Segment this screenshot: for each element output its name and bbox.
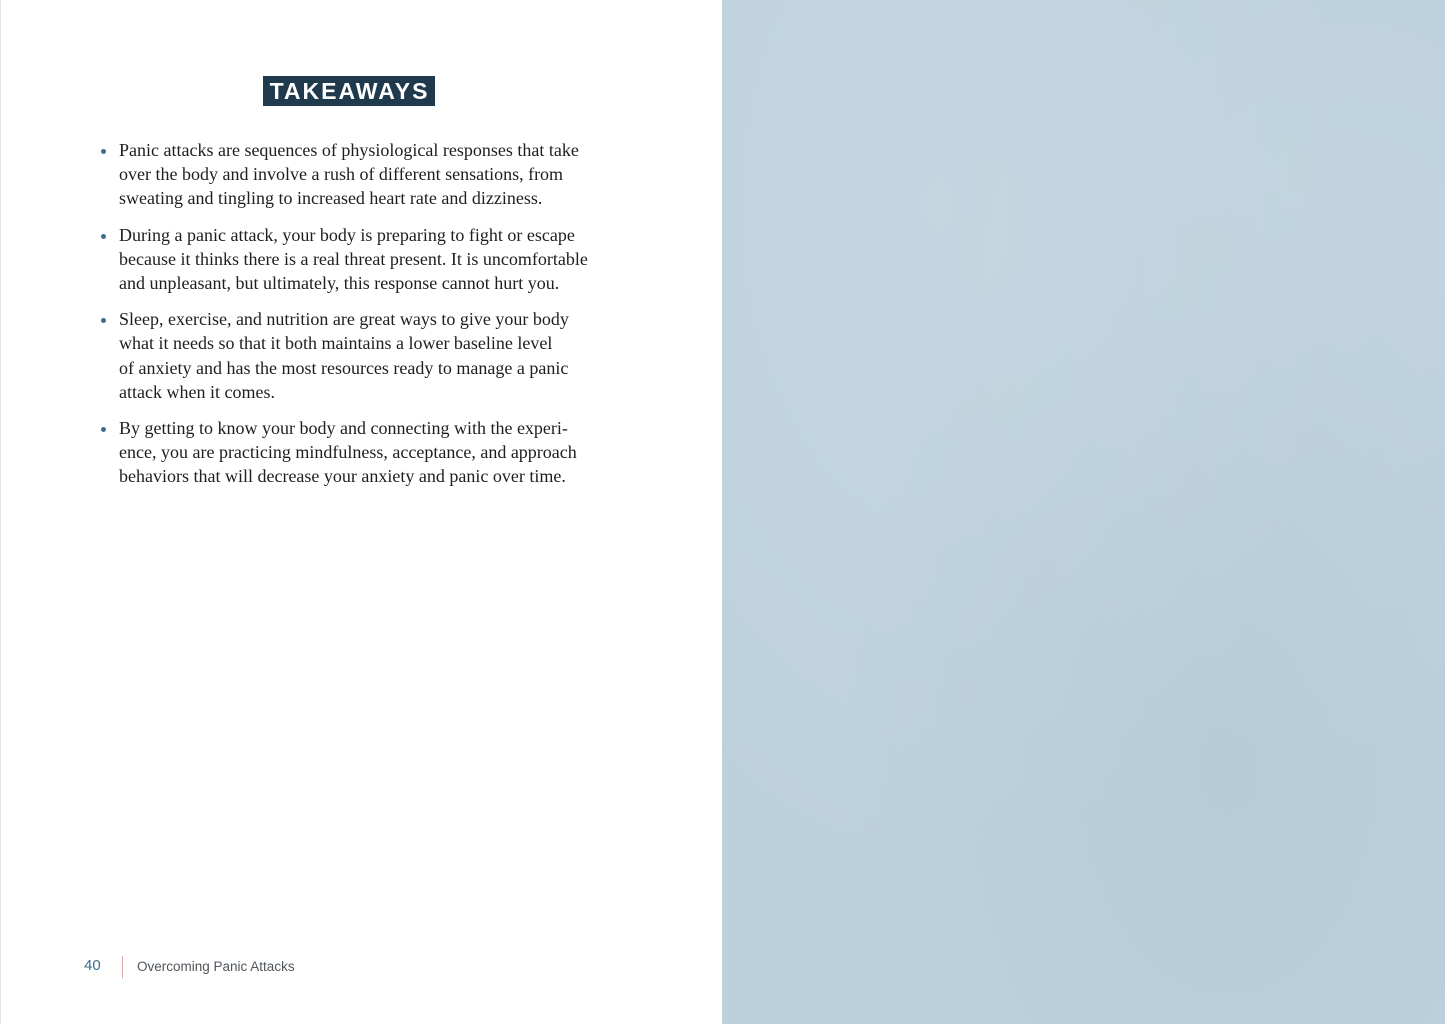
text-line: By getting to know your body and connecting with the experi-	[119, 418, 568, 439]
text-line: Sleep, exercise, and nutrition are great ways to give your body	[119, 309, 569, 330]
text-line: ence, you are practicing mindfulness, acceptance, and approach	[119, 442, 577, 463]
page-number: 40	[84, 957, 101, 974]
text-line: attack when it comes.	[119, 381, 275, 402]
left-page	[0, 0, 722, 1024]
text-line: sweating and tingling to increased heart rate and dizziness.	[119, 188, 543, 209]
list-item	[97, 307, 637, 404]
text-line: what it needs so that it both maintains a lower baseline level	[119, 333, 553, 354]
bullet-dot-icon	[101, 318, 106, 323]
takeaways-list	[97, 138, 637, 501]
text-line: because it thinks there is a real threat present. It is uncomfortable	[119, 248, 588, 269]
text-line: and unpleasant, but ultimately, this response cannot hurt you.	[119, 273, 560, 294]
list-item	[97, 138, 637, 211]
bullet-dot-icon	[101, 427, 106, 432]
heading-container	[1, 76, 697, 106]
section-heading: TAKEAWAYS	[263, 76, 436, 106]
footer-divider	[122, 956, 123, 978]
text-line: over the body and involve a rush of different sensations, from	[119, 164, 564, 185]
list-item	[97, 223, 637, 296]
text-line: During a panic attack, your body is preparing to fight or escape	[119, 224, 575, 245]
bullet-dot-icon	[101, 149, 106, 154]
text-line: Panic attacks are sequences of physiological responses that take	[119, 140, 579, 160]
book-title: Overcoming Panic Attacks	[137, 959, 295, 974]
right-page-blank	[722, 0, 1445, 1024]
text-line: of anxiety and has the most resources ready to manage a panic	[119, 357, 569, 378]
list-item	[97, 416, 637, 489]
text-line: behaviors that will decrease your anxiety and panic over time.	[119, 466, 566, 487]
bullet-dot-icon	[101, 234, 106, 239]
